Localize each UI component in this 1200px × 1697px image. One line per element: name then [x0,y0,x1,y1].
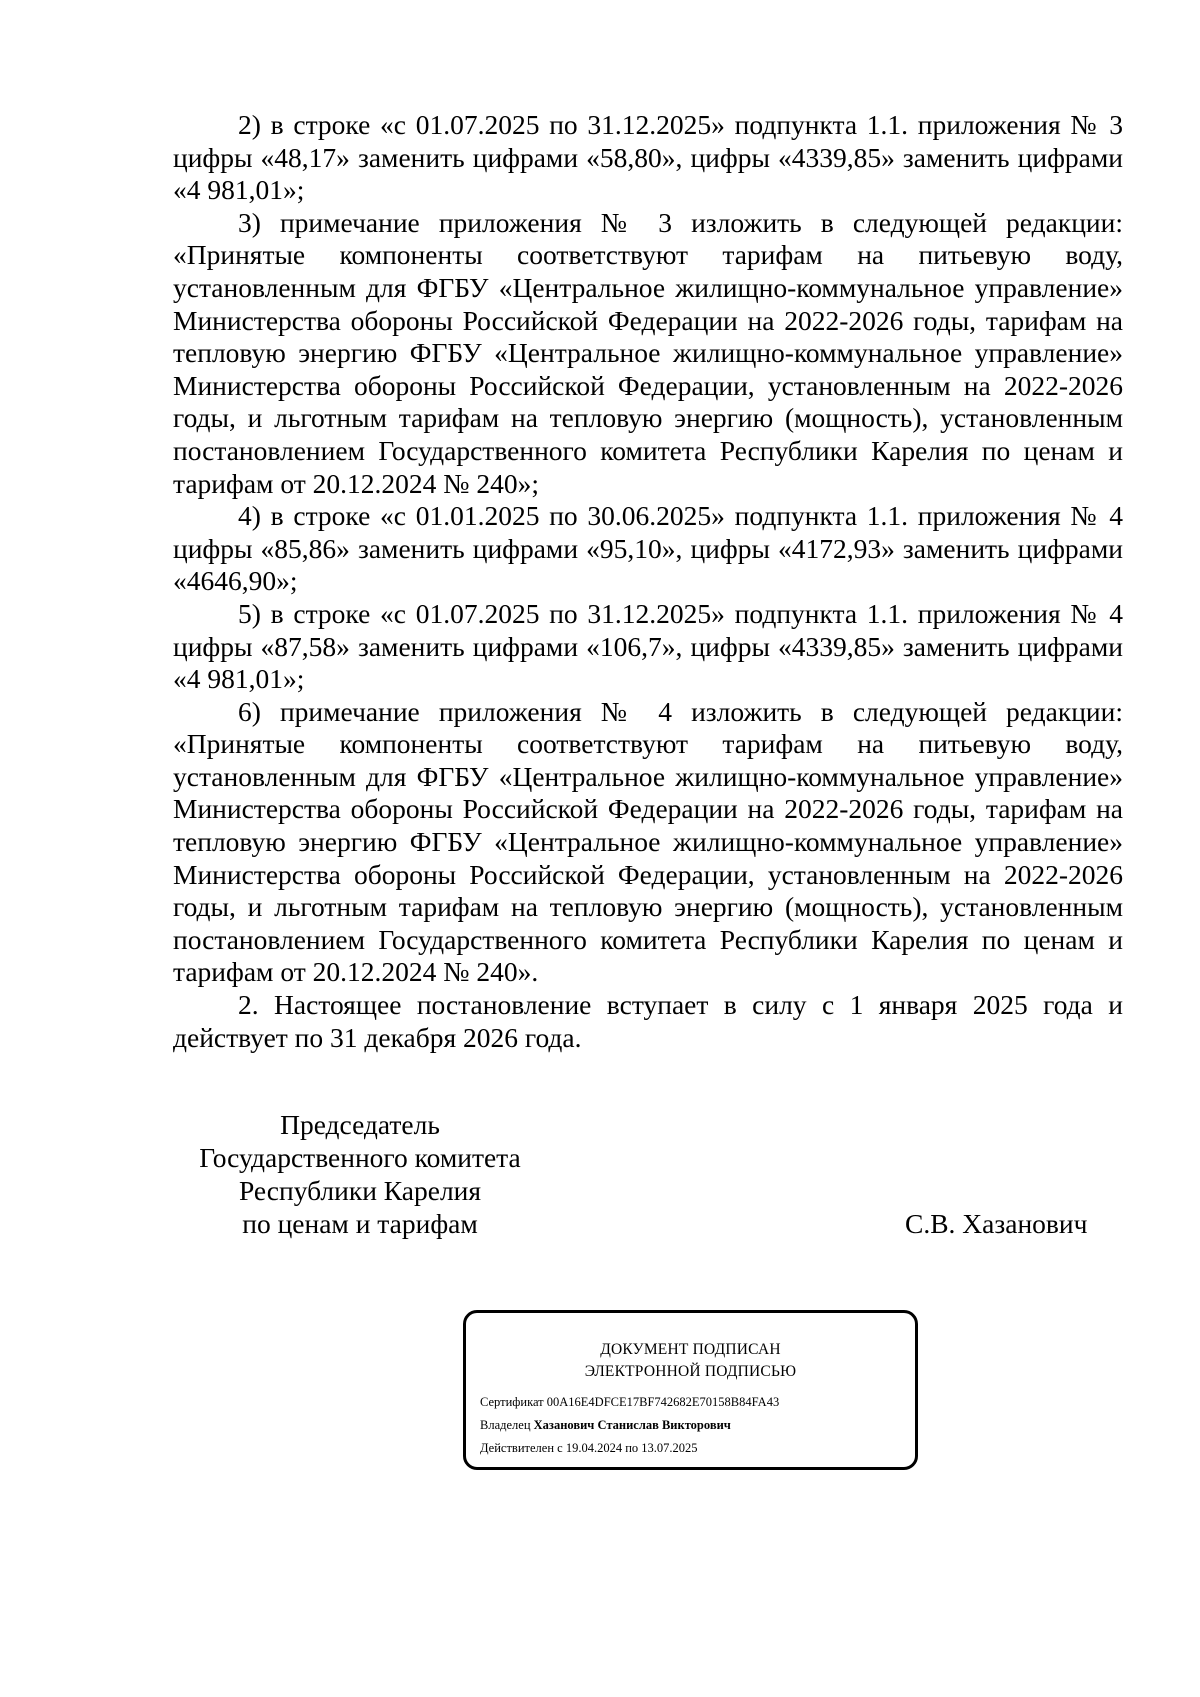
stamp-validity-from-label: с [557,1441,563,1455]
signatory-name: С.В. Хазанович [905,1208,1088,1239]
stamp-validity-label: Действителен [480,1441,555,1455]
signatory-position [160,1108,560,1240]
stamp-validity-from: 19.04.2024 [565,1441,623,1455]
paragraph-item-4: 4) в строке «с 01.01.2025 по 30.06.2025» подпункта 1.1. приложения № 4 цифры «85,86» заменить цифрами «95,10», цифры «4172,93» заменить цифрами «4646,90»; [173,500,1123,597]
electronic-signature-stamp [463,1310,918,1470]
document-body [173,109,1123,1054]
stamp-validity [480,1441,698,1456]
stamp-validity-to: 13.07.2025 [641,1441,698,1455]
stamp-certificate-label: Сертификат [480,1395,544,1409]
stamp-owner [480,1418,731,1433]
stamp-owner-label: Владелец [480,1418,531,1432]
stamp-header-line: ДОКУМЕНТ ПОДПИСАН [600,1341,781,1358]
paragraph-item-5: 5) в строке «с 01.07.2025 по 31.12.2025» подпункта 1.1. приложения № 4 цифры «87,58» заменить цифрами «106,7», цифры «4339,85» заменить цифрами «4 981,01»; [173,597,1123,695]
paragraph-item-6: 6) примечание приложения № 4 изложить в следующей редакции: «Принятые компоненты соответствуют тарифам на питьевую воду, установленным для ФГБУ «Центральное жилищно-коммунальное управление» Министерства обороны Российской Федерации на 2022-2026 годы, тарифам на тепловую энергию ФГБУ «Центральное жилищно-коммунальное управление» Министерства обороны Российской Федерации, установленным на 2022-2026 годы, и льготным тарифам на тепловую энергию (мощность), установленным постановлением Государственного комитета Республики Карелия по ценам и тарифам от 20.12.2024 № 240». [173,695,1123,988]
stamp-validity-to-label: по [625,1441,639,1455]
signatory-position-line: Государственного комитета [199,1142,521,1173]
signatory-position-line: Республики Карелия [238,1175,482,1206]
signatory-position-line: Председатель [280,1109,440,1140]
stamp-owner-value: Хазанович Станислав Викторович [533,1418,731,1432]
paragraph-effective-date: 2. Настоящее постановление вступает в силу с 1 января 2025 года и действует по 31 декабря 2026 года. [173,989,1123,1053]
stamp-header-line: ЭЛЕКТРОННОЙ ПОДПИСЬЮ [584,1363,797,1380]
stamp-header [466,1339,915,1383]
paragraph-item-2: 2) в строке «с 01.07.2025 по 31.12.2025» подпункта 1.1. приложения № 3 цифры «48,17» заменить цифрами «58,80», цифры «4339,85» заменить цифрами «4 981,01»; [173,109,1123,206]
signatory-position-line: по ценам и тарифам [242,1208,478,1239]
paragraph-item-3: 3) примечание приложения № 3 изложить в следующей редакции: «Принятые компоненты соответствуют тарифам на питьевую воду, установленным для ФГБУ «Центральное жилищно-коммунальное управление» Министерства обороны Российской Федерации на 2022-2026 годы, тарифам на тепловую энергию ФГБУ «Центральное жилищно-коммунальное управление» Министерства обороны Российской Федерации, установленным на 2022-2026 годы, и льготным тарифам на тепловую энергию (мощность), установленным постановлением Государственного комитета Республики Карелия по ценам и тарифам от 20.12.2024 № 240»; [173,206,1123,499]
stamp-certificate [480,1395,779,1410]
stamp-certificate-value: 00A16E4DFCE17BF742682E70158B84FA43 [546,1395,780,1409]
